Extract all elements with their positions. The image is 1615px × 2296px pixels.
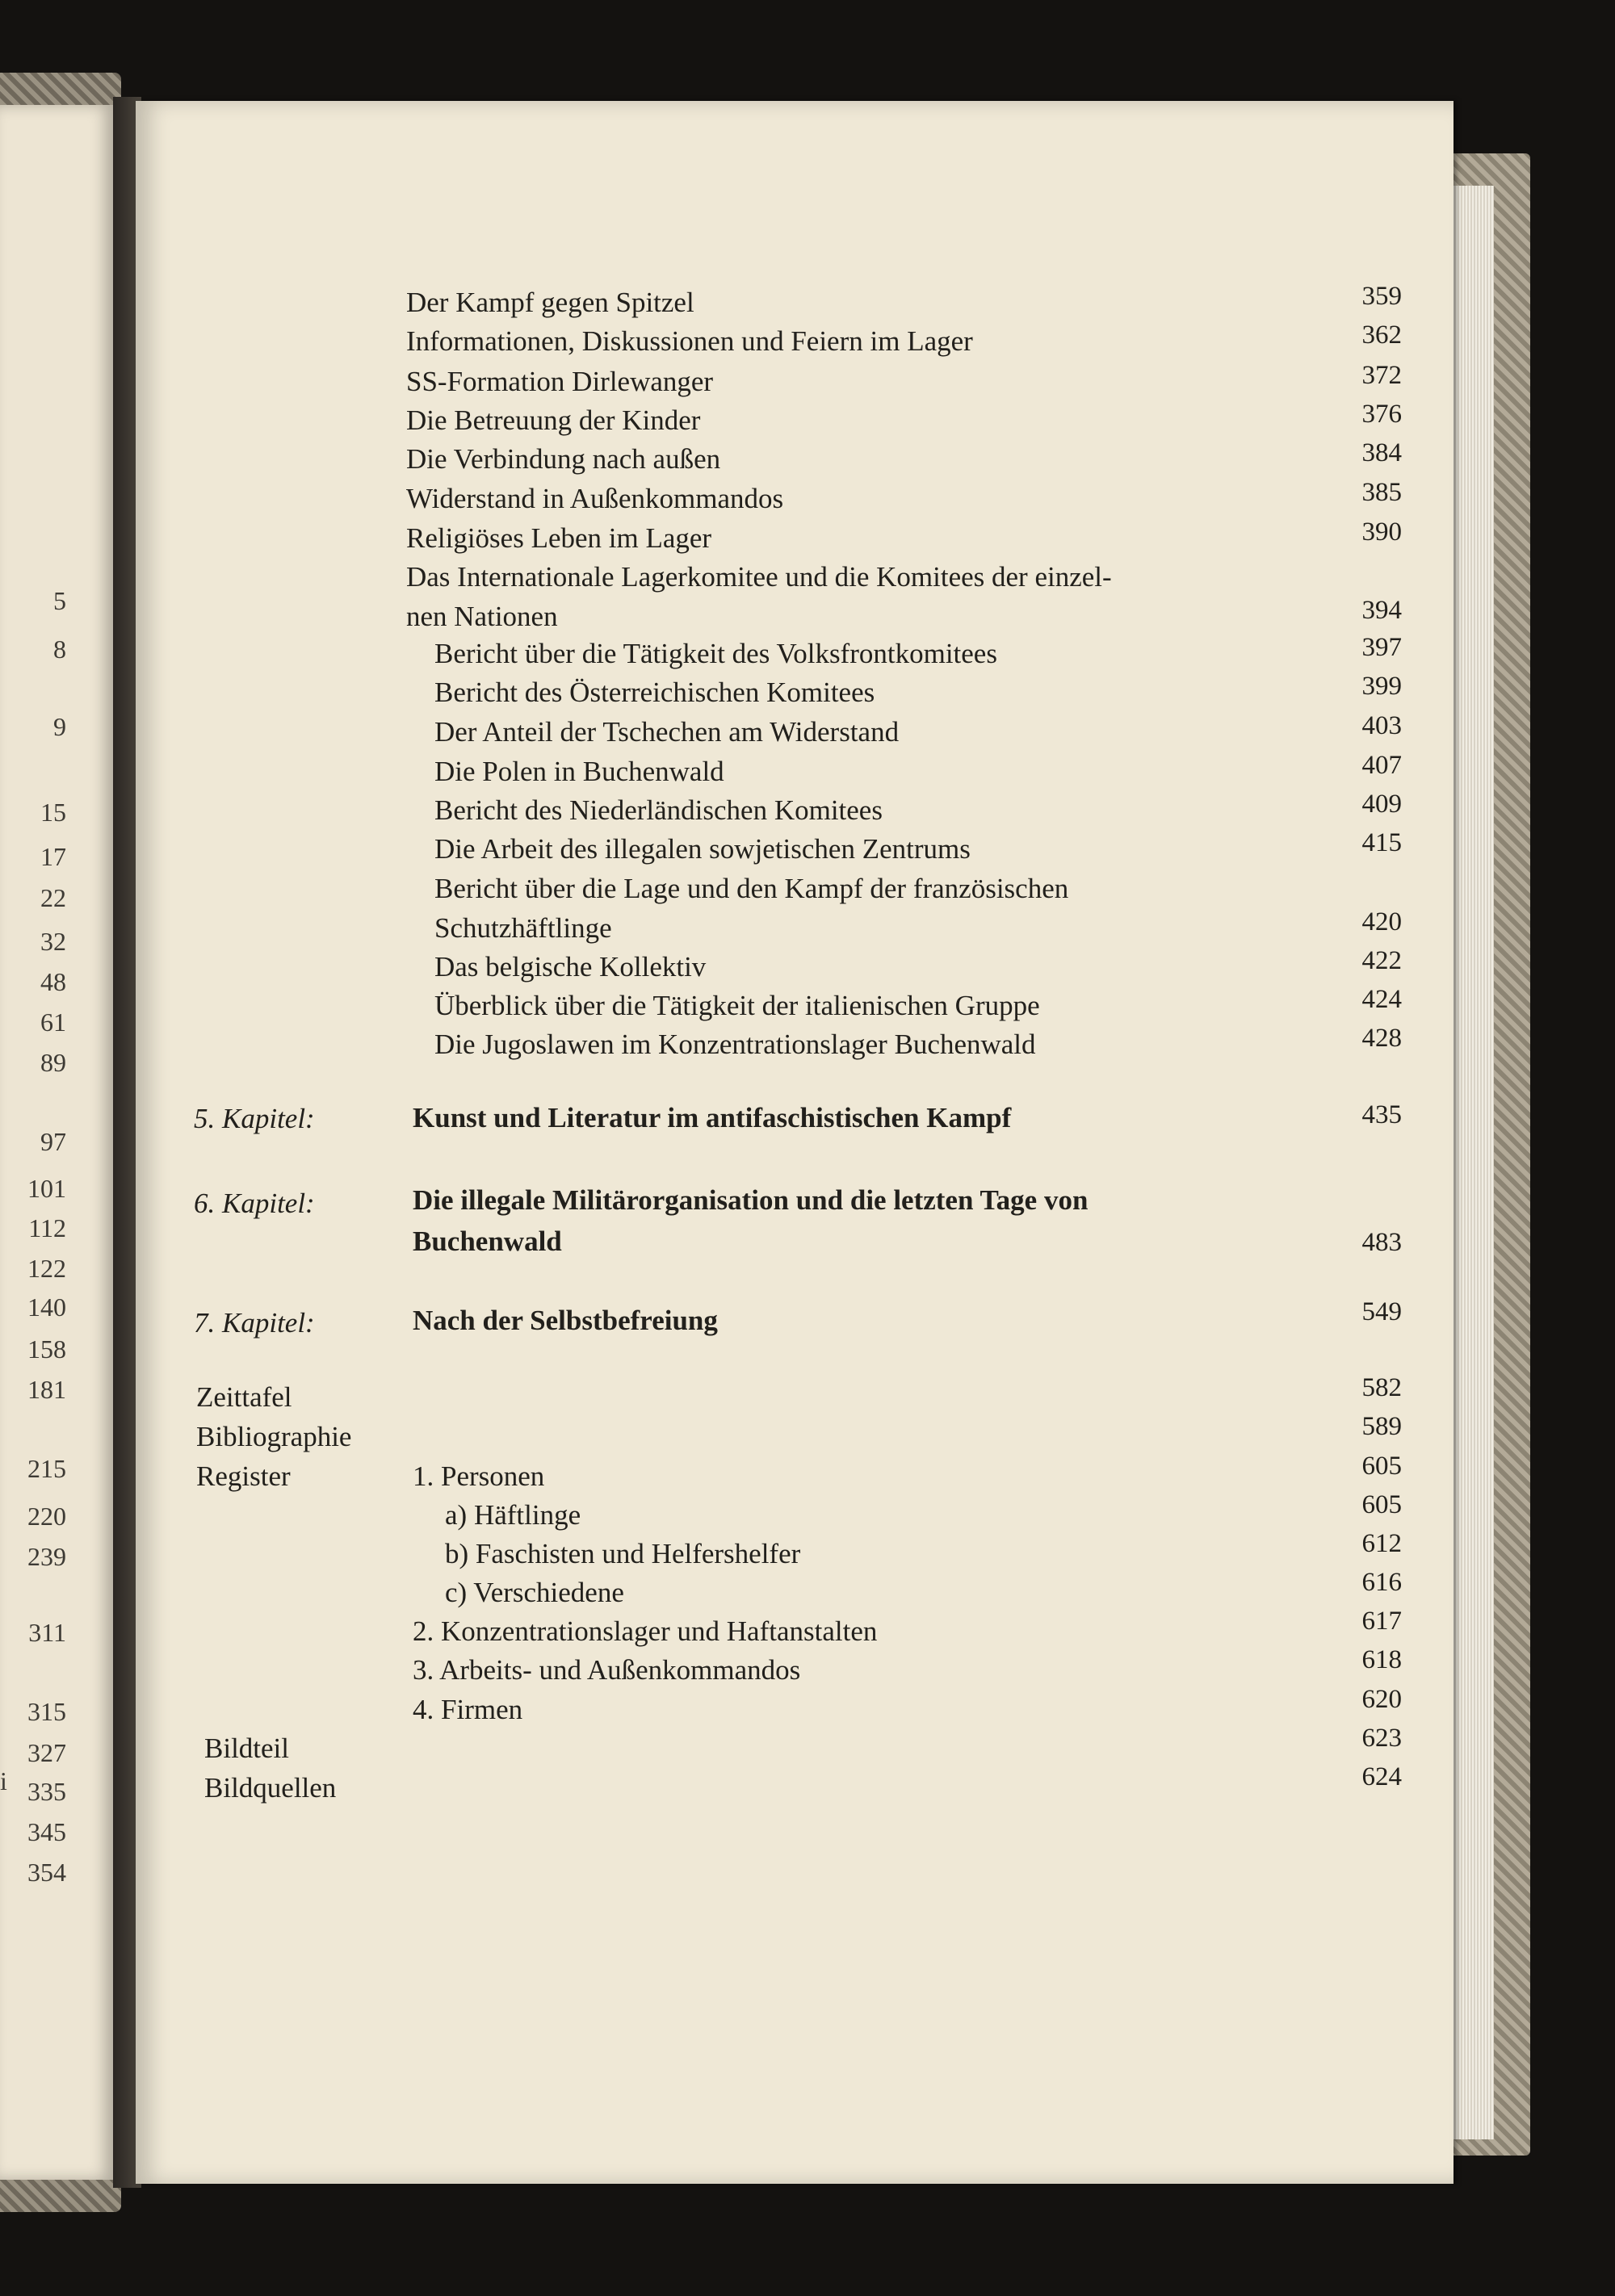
left-page-margin-number: 97 (40, 1127, 66, 1156)
toc-entry-page: 409 (1361, 790, 1402, 819)
left-page-margin-number: 22 (40, 883, 66, 912)
toc-subentry-title: Bericht des Österreichischen Komitees (434, 677, 875, 708)
left-page-margin-number: 9 (53, 712, 66, 741)
chapter-page: 483 (1361, 1228, 1402, 1257)
register-subentry-title: b) Faschisten und Helfershelfer (445, 1538, 801, 1569)
toc-entry-page: 424 (1361, 985, 1402, 1014)
toc-subentry-title-continued: Schutzhäftlinge (434, 912, 612, 944)
toc-entry-page: 399 (1361, 672, 1402, 701)
register-subentry-title: a) Häftlinge (445, 1499, 581, 1531)
register-page: 612 (1361, 1529, 1402, 1558)
left-page-margin-number: 327 (27, 1738, 66, 1767)
chapter-page: 549 (1361, 1297, 1402, 1326)
appendix-page: 605 (1361, 1452, 1402, 1481)
toc-subentry-title: Die Polen in Buchenwald (434, 756, 724, 787)
toc-entry-page: 390 (1361, 517, 1402, 547)
register-page: 605 (1361, 1490, 1402, 1519)
toc-entry-title: Religiöses Leben im Lager (406, 522, 712, 554)
toc-entry-page: 420 (1361, 907, 1402, 936)
chapter-title-continued: Buchenwald (413, 1226, 562, 1257)
left-page-margin-number: 112 (28, 1213, 66, 1242)
end-entry-page: 624 (1361, 1762, 1402, 1791)
appendix-page: 589 (1361, 1412, 1402, 1441)
toc-subentry-title: Bericht des Niederländischen Komitees (434, 794, 883, 826)
left-page-margin-number: 89 (40, 1048, 66, 1077)
left-page-margin-number: 158 (27, 1334, 66, 1364)
chapter-page: 435 (1361, 1100, 1402, 1129)
chapter-title: Die illegale Militärorganisation und die letzten Tage von (413, 1184, 1089, 1216)
toc-entry-title-continued: nen Nationen (406, 601, 558, 632)
appendix-label: Zeittafel (196, 1381, 292, 1413)
toc-entry-title: SS-Formation Dirlewanger (406, 366, 714, 397)
toc-entry-page: 359 (1361, 282, 1402, 311)
toc-entry-page: 376 (1361, 400, 1402, 429)
left-page-margin-number: 48 (40, 967, 66, 996)
end-entry-label: Bildteil (204, 1732, 289, 1764)
end-entry-label: Bildquellen (204, 1772, 337, 1804)
toc-entry-title: Der Kampf gegen Spitzel (406, 287, 694, 318)
toc-entry-page: 397 (1361, 633, 1402, 662)
appendix-page: 582 (1361, 1373, 1402, 1402)
toc-entry-title: Widerstand in Außenkommandos (406, 483, 784, 514)
toc-entry-title: Informationen, Diskussionen und Feiern im Lager (406, 325, 973, 357)
left-page-margin-number: 345 (27, 1817, 66, 1846)
register-entry-title: 4. Firmen (413, 1694, 523, 1725)
left-page-margin-number: 311 (28, 1618, 66, 1647)
left-page-margin-number: 140 (27, 1293, 66, 1322)
toc-entry-page: 362 (1361, 321, 1402, 350)
toc-entry-page: 385 (1361, 478, 1402, 507)
appendix-label: Register (196, 1460, 291, 1492)
left-page-margin-number: 315 (27, 1697, 66, 1726)
toc-entry-title: Die Betreuung der Kinder (406, 404, 701, 436)
left-page-margin-number: 181 (27, 1375, 66, 1404)
left-page-margin-number: 17 (40, 842, 66, 871)
register-entry-title: 1. Personen (413, 1460, 545, 1492)
chapter-title: Nach der Selbstbefreiung (413, 1305, 718, 1336)
toc-entry-title: Das Internationale Lagerkomitee und die Komitees der einzel- (406, 561, 1112, 593)
right-page (136, 101, 1454, 2184)
register-page: 620 (1361, 1685, 1402, 1714)
toc-entry-page: 394 (1361, 596, 1402, 625)
toc-entry-page: 422 (1361, 946, 1402, 975)
page-block-edge (1449, 186, 1494, 2139)
left-page-margin-number: 122 (27, 1254, 66, 1283)
toc-subentry-title: Bericht über die Tätigkeit des Volksfrontkomitees (434, 638, 997, 669)
chapter-label: 7. Kapitel: (194, 1307, 315, 1339)
chapter-label: 6. Kapitel: (194, 1188, 315, 1219)
register-page: 616 (1361, 1568, 1402, 1597)
chapter-label: 5. Kapitel: (194, 1103, 315, 1134)
left-page-margin-number: 61 (40, 1008, 66, 1037)
left-page-margin-number: 5 (53, 586, 66, 615)
toc-subentry-title: Bericht über die Lage und den Kampf der französischen (434, 873, 1069, 904)
toc-entry-page: 372 (1361, 361, 1402, 390)
appendix-label: Bibliographie (196, 1421, 352, 1452)
left-page-margin-number: 335 (27, 1777, 66, 1806)
left-page-margin-number: 220 (27, 1502, 66, 1531)
register-page: 617 (1361, 1607, 1402, 1636)
left-page-margin-number: 354 (27, 1858, 66, 1887)
toc-entry-title: Die Verbindung nach außen (406, 443, 721, 475)
left-page-margin-number: 101 (27, 1174, 66, 1203)
left-page (0, 105, 113, 2180)
chapter-title: Kunst und Literatur im antifaschistischen Kampf (413, 1102, 1012, 1133)
left-page-margin-number: 32 (40, 927, 66, 956)
toc-subentry-title: Die Arbeit des illegalen sowjetischen Zentrums (434, 833, 971, 865)
left-page-margin-number: 215 (27, 1454, 66, 1483)
left-page-margin-number: 8 (53, 635, 66, 664)
register-subentry-title: c) Verschiedene (445, 1577, 624, 1608)
register-entry-title: 2. Konzentrationslager und Haftanstalten (413, 1615, 878, 1647)
toc-subentry-title: Überblick über die Tätigkeit der italienischen Gruppe (434, 990, 1040, 1021)
register-entry-title: 3. Arbeits- und Außenkommandos (413, 1654, 801, 1686)
toc-entry-page: 384 (1361, 438, 1402, 467)
toc-subentry-title: Das belgische Kollektiv (434, 951, 707, 983)
end-entry-page: 623 (1361, 1724, 1402, 1753)
toc-subentry-title: Die Jugoslawen im Konzentrationslager Buchenwald (434, 1029, 1036, 1060)
register-page: 618 (1361, 1645, 1402, 1674)
toc-entry-page: 407 (1361, 751, 1402, 780)
toc-entry-page: 403 (1361, 711, 1402, 740)
left-page-edge-fragment: i (0, 1766, 7, 1795)
toc-entry-page: 415 (1361, 828, 1402, 857)
left-page-margin-number: 15 (40, 798, 66, 827)
left-page-margin-number: 239 (27, 1542, 66, 1571)
toc-entry-page: 428 (1361, 1024, 1402, 1053)
toc-subentry-title: Der Anteil der Tschechen am Widerstand (434, 716, 900, 748)
